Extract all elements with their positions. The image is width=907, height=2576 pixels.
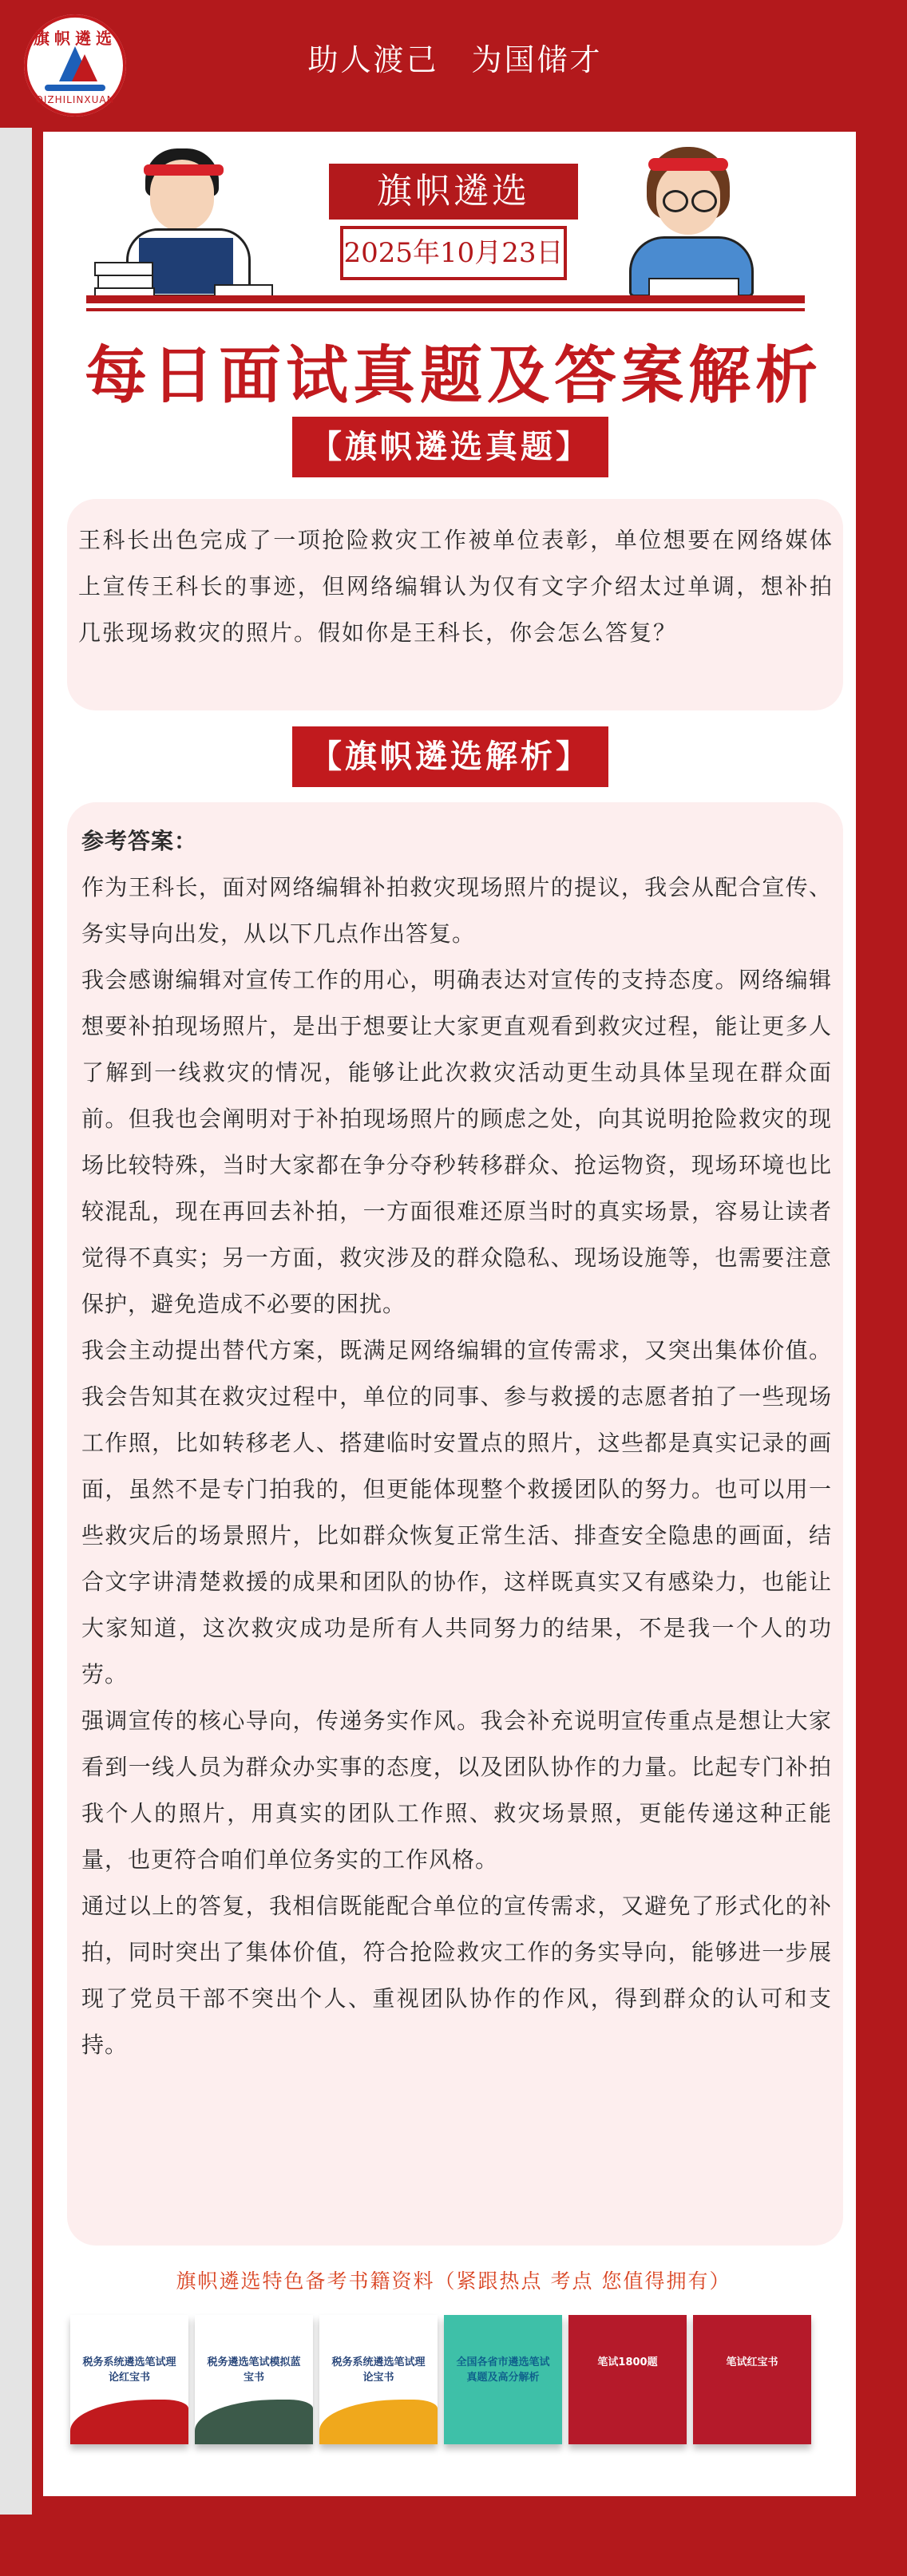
book-cover[interactable] <box>195 2315 313 2444</box>
glasses-icon <box>691 190 717 212</box>
logo-english: QIZHILINXUAN <box>35 94 115 105</box>
answer-paragraph: 强调宣传的核心导向，传递务实作风。我会补充说明宣传重点是想让大家看到一线人员为群众办实事的态度，以及团队协作的力量。比起专门补拍我个人的照片，用真实的团队工作照、救灾场景照，更能传递这种正能量，也更符合咱们单位务实的工作风格。 <box>81 1707 832 1873</box>
cover-band <box>70 2400 188 2444</box>
top-bar <box>0 0 907 116</box>
side-shadow <box>0 128 32 2515</box>
book-title: 税务遴选笔试模拟蓝宝书 <box>207 2356 301 2384</box>
page-title: 每日面试真题及答案解析 <box>84 340 822 412</box>
book-cover[interactable] <box>444 2315 562 2444</box>
student-reading-illustration <box>94 142 270 310</box>
question-text: 王科长出色完成了一项抢险救灾工作被单位表彰，单位想要在网络媒体上宣传王科长的事迹，但网络编辑认为仅有文字介绍太过单调，想补拍几张现场救灾的照片。假如你是王科长，你会怎么答复？ <box>78 527 834 646</box>
headband-icon <box>144 164 224 176</box>
answer-label: 参考答案： <box>81 828 198 854</box>
headband-icon <box>648 158 728 171</box>
book-cover[interactable] <box>693 2315 811 2444</box>
answer-body <box>81 818 832 2068</box>
answer-paragraph: 我会主动提出替代方案，既满足网络编辑的宣传需求，又突出集体价值。我会告知其在救灾过程中，单位的同事、参与救援的志愿者拍了一些现场工作照，比如转移老人、搭建临时安置点的照片，这些都是真实记录的画面，虽然不是专门拍我的，但更能体现整个救援团队的努力。也可以用一些救灾后的场景照片，比如群众恢复正常生活、排查安全隐患的画面，结合文字讲清楚救援的成果和团队的协作，这样既真实又有感染力，也能让大家知道，这次救灾成功是所有人共同努力的结果，不是我一个人的功劳。 <box>81 1337 832 1688</box>
answer-paragraph: 作为王科长，面对网络编辑补拍救灾现场照片的提议，我会从配合宣传、务实导向出发，从以下几点作出答复。 <box>81 874 832 947</box>
book-cover[interactable] <box>70 2315 188 2444</box>
book-title: 全国各省市遴选笔试真题及高分解析 <box>456 2356 550 2384</box>
qizhi-logo <box>24 14 126 117</box>
divider-thick <box>86 295 805 303</box>
cover-band <box>195 2400 313 2444</box>
divider-thin <box>86 308 805 311</box>
logo-text: 旗帜遴选 <box>34 29 117 48</box>
book-title: 笔试红宝书 <box>726 2356 778 2368</box>
book-cover[interactable] <box>568 2315 687 2444</box>
book-title: 笔试1800题 <box>597 2356 658 2368</box>
answer-paragraph: 通过以上的答复，我相信既能配合单位的宣传需求，又避免了形式化的补拍，同时突出了集体价值，符合抢险救灾工作的务实导向，能够进一步展现了党员干部不突出个人、重视团队协作的作风，得到群众的认可和支持。 <box>81 1893 832 2058</box>
glasses-icon <box>663 190 688 212</box>
answer-tag: 【旗帜遴选解析】 <box>292 726 608 787</box>
book-title: 税务系统遴选笔试理论红宝书 <box>82 2356 176 2384</box>
brand-date-box <box>329 164 578 283</box>
girl-studying-illustration <box>600 142 776 310</box>
books-row <box>70 2315 837 2451</box>
brand-label: 旗帜遴选 <box>329 164 578 220</box>
question-tag: 【旗帜遴选真题】 <box>292 417 608 477</box>
wave-icon <box>45 85 105 91</box>
book-cover[interactable] <box>319 2315 438 2444</box>
books-caption: 旗帜遴选特色备考书籍资料（紧跟热点 考点 您值得拥有） <box>176 2269 731 2293</box>
answer-paragraph: 我会感谢编辑对宣传工作的用心，明确表达对宣传的支持态度。网络编辑想要补拍现场照片，是出于想要让大家更直观看到救灾过程，能让更多人了解到一线救灾的情况，能够让此次救灾活动更生动具体呈现在群众面前。但我也会阐明对于补拍现场照片的顾虑之处，向其说明抢险救灾的现场比较特殊，当时大家都在争分夺秒转移群众、抢运物资，现场环境也比较混乱，现在再回去补拍，一方面很难还原当时的真实场景，容易让读者觉得不真实；另一方面，救灾涉及的群众隐私、现场设施等，也需要注意保护，避免造成不必要的困扰。 <box>81 967 832 1317</box>
date-label: 2025年10月23日 <box>340 226 567 280</box>
sail-accent-icon <box>72 54 97 81</box>
slogan: 助人渡己 为国储才 <box>307 42 603 77</box>
cover-band <box>319 2400 438 2444</box>
book-title: 税务系统遴选笔试理论宝书 <box>331 2356 426 2384</box>
